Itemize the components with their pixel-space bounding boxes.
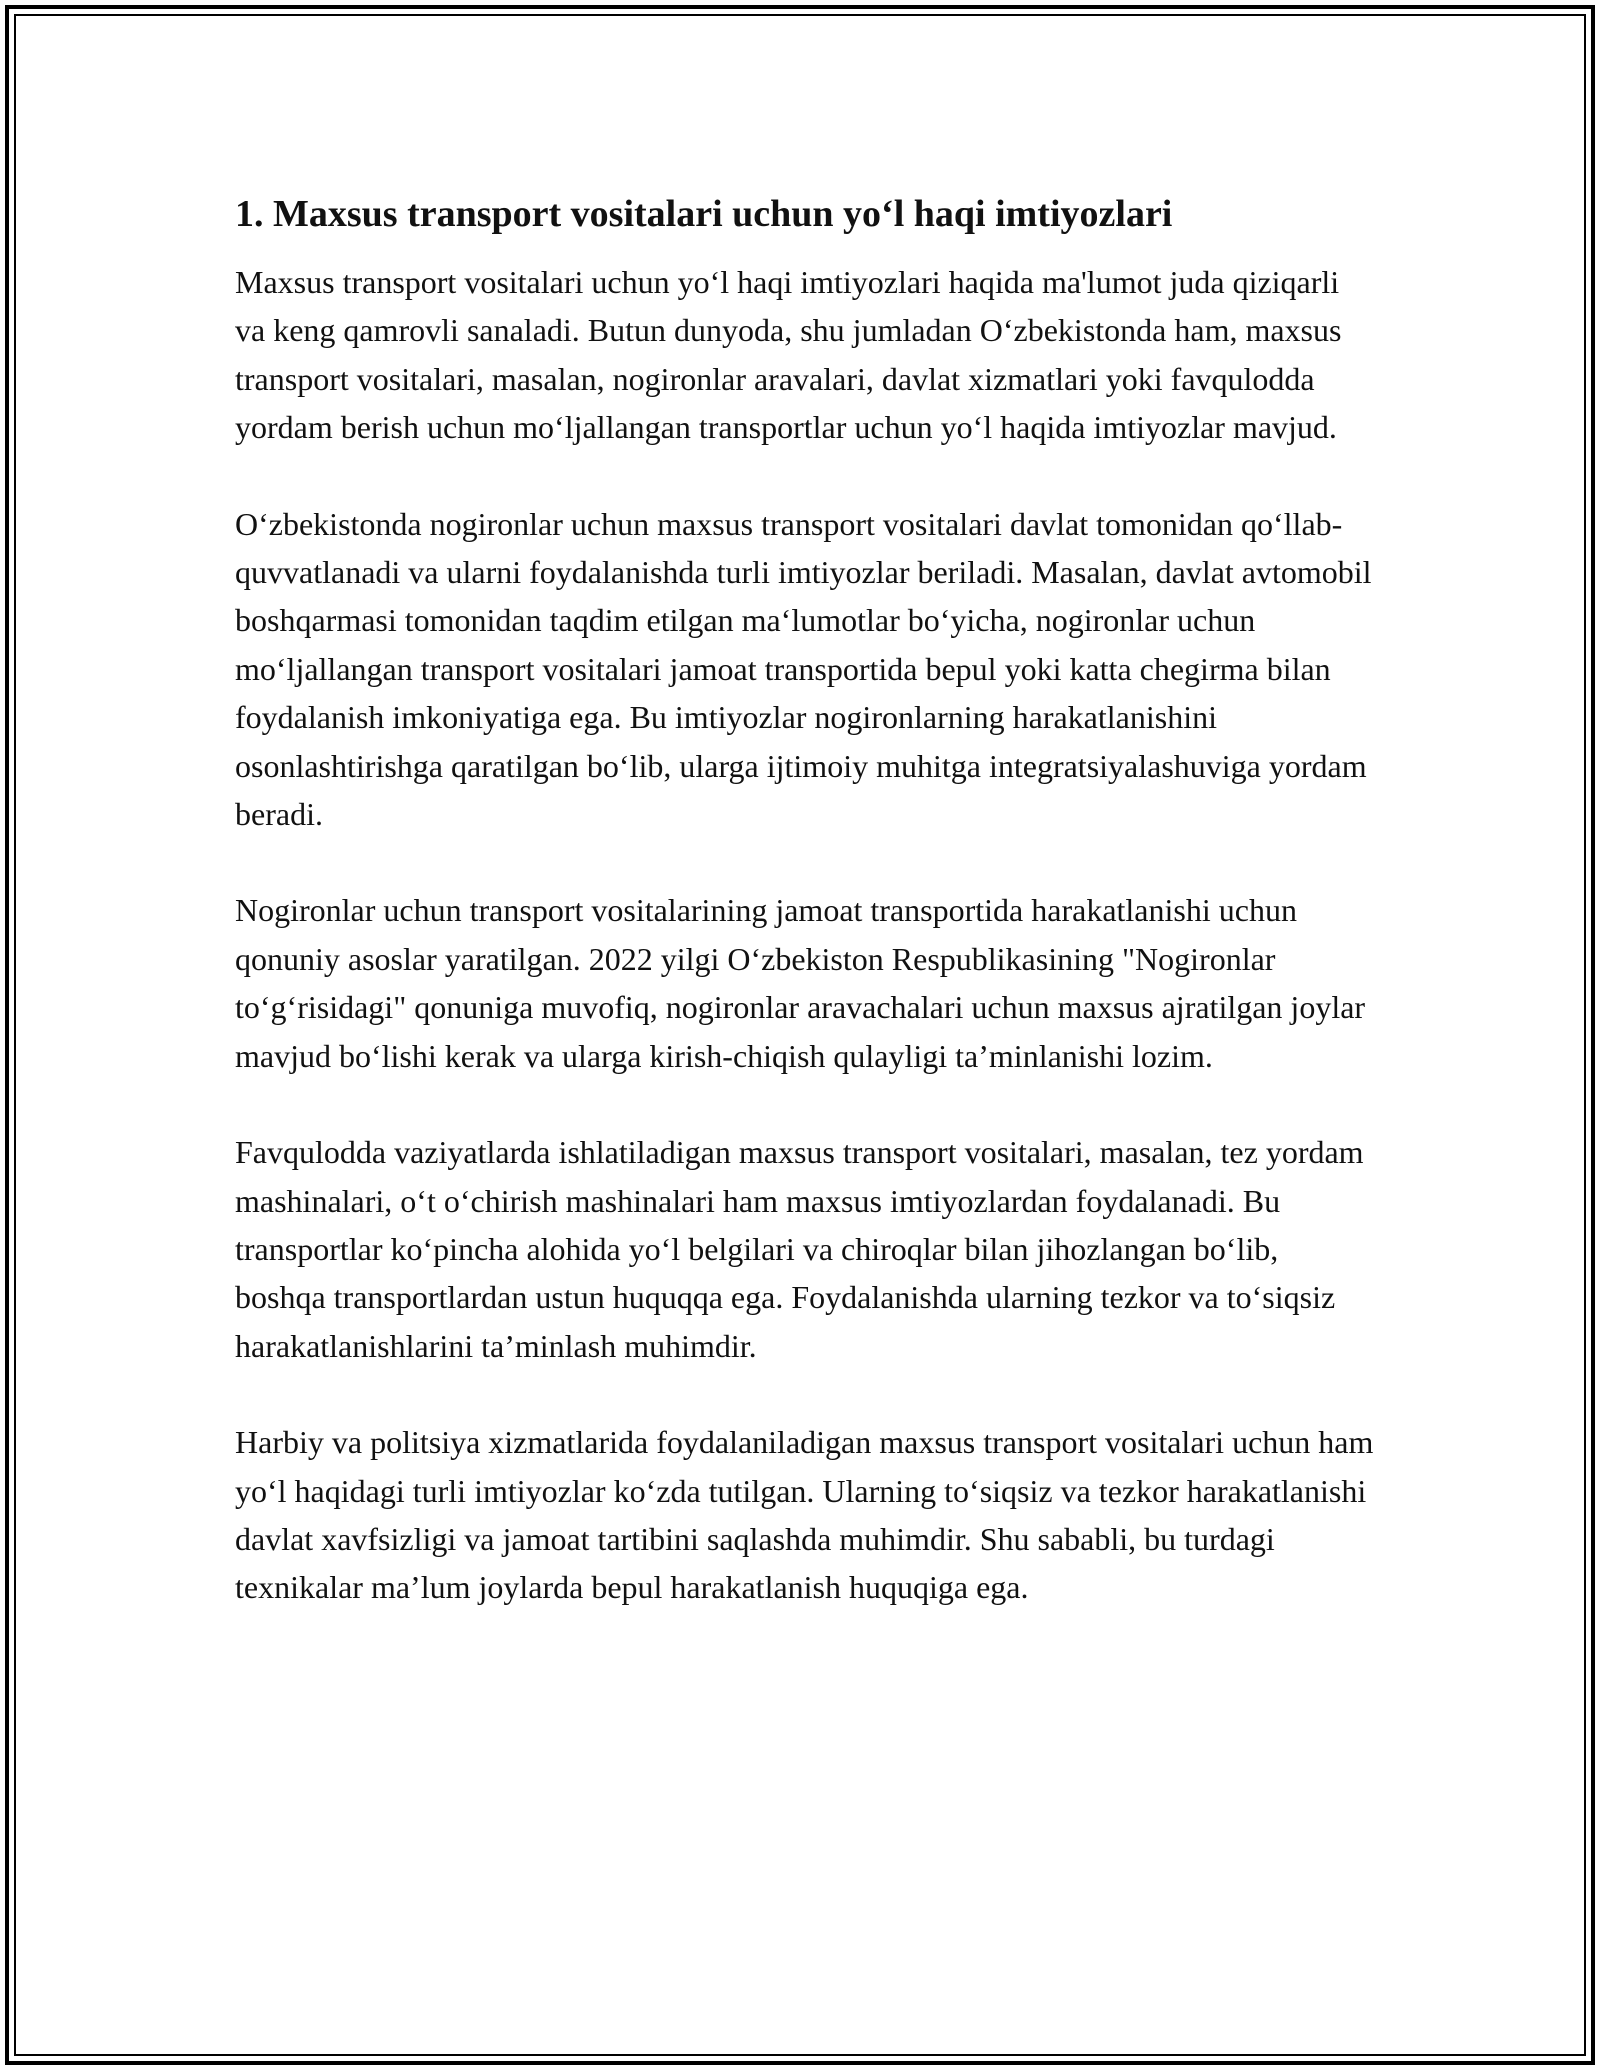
paragraph-5: Harbiy va politsiya xizmatlarida foydalaniladigan maxsus transport vositalari uchun ham yo‘l haqidagi turli imtiyozlar ko‘zda tutilgan. Ularning to‘siqsiz va tezkor harakatlanishi davlat xavfsizligi va jamoat tartibini saqlashda muhimdir. Shu sababli, bu turdagi texnikalar ma’lum joylarda bepul harakatlanish huquqiga ega. [235, 1424, 1374, 1606]
paragraph-3: Nogironlar uchun transport vositalarining jamoat transportida harakatlanishi uchun qonuniy asoslar yaratilgan. 2022 yilgi O‘zbekiston Respublikasining "Nogironlar to‘g‘risidagi" qonuniga muvofiq, nogironlar aravachalari uchun maxsus ajratilgan joylar mavjud bo‘lishi kerak va ularga kirish-chiqish qulayligi ta’minlanishi lozim. [235, 892, 1366, 1074]
paragraph-2: O‘zbekistonda nogironlar uchun maxsus transport vositalari davlat tomonidan qo‘llab-quvvatlanadi va ularni foydalanishda turli imtiyozlar beriladi. Masalan, davlat avtomobil boshqarmasi tomonidan taqdim etilgan ma‘lumotlar bo‘yicha, nogironlar uchun mo‘ljallangan transport vositalari jamoat transportida bepul yoki katta chegirma bilan foydalanish imkoniyatiga ega. Bu imtiyozlar nogironlarning harakatlanishini osonlashtirishga qaratilgan bo‘lib, ularga ijtimoiy muhitga integratsiyalashuviga yordam beradi. [235, 505, 1372, 833]
document-body [235, 188, 1375, 1660]
paragraph-4: Favqulodda vaziyatlarda ishlatiladigan maxsus transport vositalari, masalan, tez yordam mashinalari, o‘t o‘chirish mashinalari ham maxsus imtiyozlardan foydalanadi. Bu transportlar ko‘pincha alohida yo‘l belgilari va chiroqlar bilan jihozlangan bo‘lib, boshqa transportlardan ustun huquqqa ega. Foydalanishda ularning tezkor va to‘siqsiz harakatlanishlarini ta’minlash muhimdir. [235, 1134, 1364, 1364]
document-title: 1. Maxsus transport vositalari uchun yo‘l haqi imtiyozlari [235, 193, 1173, 235]
paragraph-1: Maxsus transport vositalari uchun yo‘l haqi imtiyozlari haqida ma'lumot juda qiziqarli va keng qamrovli sanaladi. Butun dunyoda, shu jumladan O‘zbekistonda ham, maxsus transport vositalari, masalan, nogironlar aravalari, davlat xizmatlari yoki favqulodda yordam berish uchun mo‘ljallangan transportlar uchun yo‘l haqida imtiyozlar mavjud. [235, 264, 1342, 446]
